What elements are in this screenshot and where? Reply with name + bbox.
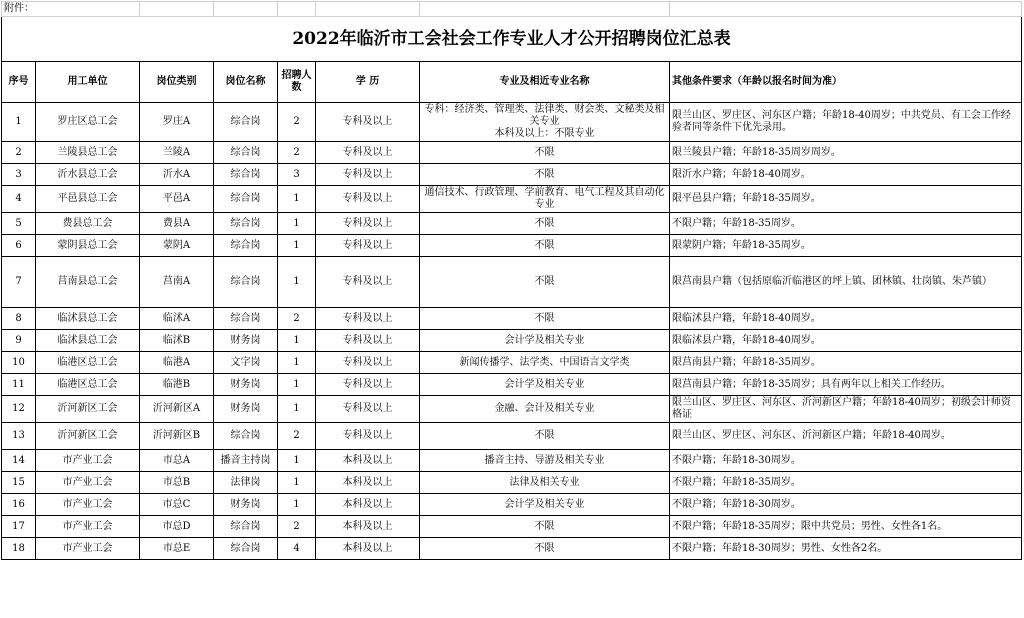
cell-quota: 2 <box>278 142 316 164</box>
table-row <box>2 257 1022 308</box>
cell-conditions: 限兰山区、罗庄区、河东区、沂河新区户籍；年龄18-40周岁。 <box>670 423 1022 450</box>
page-title: 2022年临沂市工会社会工作专业人才公开招聘岗位汇总表 <box>2 17 1022 62</box>
cell-position: 法律岗 <box>214 472 278 494</box>
cell-major: 不限 <box>420 423 670 450</box>
cell-position: 文字岗 <box>214 352 278 374</box>
table-row <box>2 213 1022 235</box>
cell-category: 市总C <box>140 494 214 516</box>
cell-unit: 沂河新区工会 <box>36 423 140 450</box>
cell-unit: 临港区总工会 <box>36 352 140 374</box>
cell-no: 14 <box>2 450 36 472</box>
cell-major: 专科：经济类、管理类、法律类、财会类、文秘类及相关专业 本科及以上：不限专业 <box>420 103 670 142</box>
cell-major: 不限 <box>420 235 670 257</box>
cell-category: 市总B <box>140 472 214 494</box>
table-body <box>2 103 1022 560</box>
cell-quota: 1 <box>278 374 316 396</box>
cell-category: 临沭B <box>140 330 214 352</box>
cell-position: 财务岗 <box>214 494 278 516</box>
cell-category: 市总E <box>140 538 214 560</box>
cell-conditions: 不限户籍；年龄18-35周岁。 <box>670 472 1022 494</box>
cell-education: 专科及以上 <box>316 352 420 374</box>
cell-major: 不限 <box>420 164 670 186</box>
cell-conditions: 限临沭县户籍，年龄18-40周岁。 <box>670 308 1022 330</box>
cell-major: 会计学及相关专业 <box>420 494 670 516</box>
cell-education: 专科及以上 <box>316 103 420 142</box>
cell-major: 法律及相关专业 <box>420 472 670 494</box>
cell-conditions: 限兰山区、罗庄区、河东区、沂河新区户籍；年龄18-40周岁；初级会计师资格证 <box>670 396 1022 423</box>
cell-education: 本科及以上 <box>316 450 420 472</box>
cell-quota: 1 <box>278 235 316 257</box>
cell-major: 新闻传播学、法学类、中国语言文学类 <box>420 352 670 374</box>
cell-quota: 1 <box>278 257 316 308</box>
cell-unit: 临港区总工会 <box>36 374 140 396</box>
cell-no: 13 <box>2 423 36 450</box>
cell-no: 17 <box>2 516 36 538</box>
cell-unit: 市产业工会 <box>36 450 140 472</box>
cell-major: 不限 <box>420 257 670 308</box>
cell-unit: 平邑县总工会 <box>36 186 140 213</box>
cell-quota: 4 <box>278 538 316 560</box>
cell-unit: 蒙阴县总工会 <box>36 235 140 257</box>
cell-conditions: 限莒南县户籍（包括原临沂临港区的坪上镇、团林镇、壮岗镇、朱芦镇） <box>670 257 1022 308</box>
cell-quota: 3 <box>278 164 316 186</box>
cell-position: 综合岗 <box>214 186 278 213</box>
cell-conditions: 不限户籍；年龄18-30周岁；男性、女性各2名。 <box>670 538 1022 560</box>
cell-category: 沂河新区A <box>140 396 214 423</box>
cell-no: 9 <box>2 330 36 352</box>
cell-no: 1 <box>2 103 36 142</box>
attachment-row <box>2 2 1022 17</box>
cell-position: 综合岗 <box>214 235 278 257</box>
attachment-label: 附件： <box>2 2 140 17</box>
table-row <box>2 352 1022 374</box>
cell-position: 财务岗 <box>214 374 278 396</box>
cell-no: 11 <box>2 374 36 396</box>
cell-position: 综合岗 <box>214 308 278 330</box>
header-education: 学 历 <box>316 62 420 103</box>
cell-unit: 沂水县总工会 <box>36 164 140 186</box>
table-row <box>2 494 1022 516</box>
cell-position: 综合岗 <box>214 164 278 186</box>
cell-major: 不限 <box>420 142 670 164</box>
cell-position: 综合岗 <box>214 213 278 235</box>
header-quota: 招聘人数 <box>278 62 316 103</box>
table-row <box>2 472 1022 494</box>
cell-education: 专科及以上 <box>316 396 420 423</box>
cell-conditions: 不限户籍；年龄18-35周岁。 <box>670 213 1022 235</box>
cell-conditions: 不限户籍；年龄18-30周岁。 <box>670 494 1022 516</box>
cell-unit: 莒南县总工会 <box>36 257 140 308</box>
cell-major: 通信技术、行政管理、学前教育、电气工程及其自动化专业 <box>420 186 670 213</box>
cell-position: 财务岗 <box>214 396 278 423</box>
cell-category: 临港B <box>140 374 214 396</box>
cell-quota: 2 <box>278 516 316 538</box>
cell-category: 市总A <box>140 450 214 472</box>
cell-no: 18 <box>2 538 36 560</box>
cell-category: 沂水A <box>140 164 214 186</box>
cell-unit: 沂河新区工会 <box>36 396 140 423</box>
cell-education: 专科及以上 <box>316 257 420 308</box>
cell-education: 专科及以上 <box>316 423 420 450</box>
cell-education: 本科及以上 <box>316 472 420 494</box>
title-row <box>2 17 1022 62</box>
cell-unit: 临沭县总工会 <box>36 330 140 352</box>
cell-category: 临港A <box>140 352 214 374</box>
cell-unit: 兰陵县总工会 <box>36 142 140 164</box>
cell-position: 综合岗 <box>214 103 278 142</box>
cell-no: 15 <box>2 472 36 494</box>
cell-education: 专科及以上 <box>316 235 420 257</box>
cell-unit: 罗庄区总工会 <box>36 103 140 142</box>
cell-no: 4 <box>2 186 36 213</box>
cell-category: 市总D <box>140 516 214 538</box>
header-category: 岗位类别 <box>140 62 214 103</box>
cell-education: 本科及以上 <box>316 494 420 516</box>
cell-quota: 1 <box>278 450 316 472</box>
cell-no: 12 <box>2 396 36 423</box>
cell-conditions: 限兰山区、罗庄区、河东区户籍；年龄18-40周岁；中共党员、有工会工作经验者同等条件下优先录用。 <box>670 103 1022 142</box>
cell-quota: 2 <box>278 103 316 142</box>
cell-major: 不限 <box>420 213 670 235</box>
table-row <box>2 330 1022 352</box>
cell-conditions: 限临沭县户籍，年龄18-40周岁。 <box>670 330 1022 352</box>
cell-position: 财务岗 <box>214 330 278 352</box>
table-row <box>2 423 1022 450</box>
table-row <box>2 450 1022 472</box>
cell-education: 专科及以上 <box>316 164 420 186</box>
cell-education: 本科及以上 <box>316 538 420 560</box>
cell-conditions: 限蒙阴户籍；年龄18-35周岁。 <box>670 235 1022 257</box>
table-row <box>2 103 1022 142</box>
cell-education: 专科及以上 <box>316 374 420 396</box>
cell-category: 费县A <box>140 213 214 235</box>
cell-no: 7 <box>2 257 36 308</box>
cell-quota: 1 <box>278 494 316 516</box>
cell-education: 专科及以上 <box>316 308 420 330</box>
cell-no: 16 <box>2 494 36 516</box>
cell-no: 8 <box>2 308 36 330</box>
cell-education: 专科及以上 <box>316 213 420 235</box>
cell-position: 播音主持岗 <box>214 450 278 472</box>
cell-major: 金融、会计及相关专业 <box>420 396 670 423</box>
cell-no: 10 <box>2 352 36 374</box>
cell-education: 专科及以上 <box>316 186 420 213</box>
cell-unit: 费县总工会 <box>36 213 140 235</box>
cell-quota: 1 <box>278 472 316 494</box>
cell-position: 综合岗 <box>214 257 278 308</box>
cell-conditions: 限兰陵县户籍；年龄18-35周岁周岁。 <box>670 142 1022 164</box>
cell-unit: 市产业工会 <box>36 472 140 494</box>
cell-education: 专科及以上 <box>316 330 420 352</box>
cell-category: 莒南A <box>140 257 214 308</box>
cell-category: 临沭A <box>140 308 214 330</box>
cell-position: 综合岗 <box>214 538 278 560</box>
cell-major: 播音主持、导游及相关专业 <box>420 450 670 472</box>
table-row <box>2 235 1022 257</box>
cell-no: 2 <box>2 142 36 164</box>
cell-quota: 1 <box>278 352 316 374</box>
cell-conditions: 限沂水户籍；年龄18-40周岁。 <box>670 164 1022 186</box>
cell-education: 本科及以上 <box>316 516 420 538</box>
cell-education: 专科及以上 <box>316 142 420 164</box>
table-row <box>2 142 1022 164</box>
cell-quota: 2 <box>278 423 316 450</box>
cell-major: 不限 <box>420 538 670 560</box>
cell-category: 平邑A <box>140 186 214 213</box>
header-conditions: 其他条件要求（年龄以报名时间为准） <box>670 62 1022 103</box>
table-row <box>2 374 1022 396</box>
table-row <box>2 308 1022 330</box>
cell-major: 会计学及相关专业 <box>420 374 670 396</box>
cell-category: 蒙阴A <box>140 235 214 257</box>
header-unit: 用工单位 <box>36 62 140 103</box>
cell-category: 沂河新区B <box>140 423 214 450</box>
cell-no: 5 <box>2 213 36 235</box>
cell-position: 综合岗 <box>214 423 278 450</box>
cell-category: 兰陵A <box>140 142 214 164</box>
cell-quota: 1 <box>278 330 316 352</box>
cell-conditions: 不限户籍；年龄18-30周岁。 <box>670 450 1022 472</box>
cell-quota: 1 <box>278 396 316 423</box>
cell-quota: 1 <box>278 186 316 213</box>
cell-unit: 市产业工会 <box>36 494 140 516</box>
cell-unit: 市产业工会 <box>36 516 140 538</box>
table-row <box>2 538 1022 560</box>
cell-conditions: 不限户籍；年龄18-35周岁；限中共党员；男性、女性各1名。 <box>670 516 1022 538</box>
cell-unit: 临沭县总工会 <box>36 308 140 330</box>
header-position: 岗位名称 <box>214 62 278 103</box>
cell-category: 罗庄A <box>140 103 214 142</box>
cell-no: 3 <box>2 164 36 186</box>
cell-conditions: 限莒南县户籍；年龄18-35周岁。 <box>670 352 1022 374</box>
cell-position: 综合岗 <box>214 142 278 164</box>
cell-unit: 市产业工会 <box>36 538 140 560</box>
cell-conditions: 限莒南县户籍；年龄18-35周岁；具有两年以上相关工作经历。 <box>670 374 1022 396</box>
cell-quota: 1 <box>278 213 316 235</box>
cell-major: 会计学及相关专业 <box>420 330 670 352</box>
cell-quota: 2 <box>278 308 316 330</box>
cell-major: 不限 <box>420 516 670 538</box>
cell-conditions: 限平邑县户籍；年龄18-35周岁。 <box>670 186 1022 213</box>
cell-no: 6 <box>2 235 36 257</box>
header-major: 专业及相近专业名称 <box>420 62 670 103</box>
header-row <box>2 62 1022 103</box>
header-no: 序号 <box>2 62 36 103</box>
cell-position: 综合岗 <box>214 516 278 538</box>
table-row <box>2 516 1022 538</box>
table-row <box>2 164 1022 186</box>
table-row <box>2 396 1022 423</box>
table-row <box>2 186 1022 213</box>
recruitment-table <box>1 1 1022 560</box>
cell-major: 不限 <box>420 308 670 330</box>
